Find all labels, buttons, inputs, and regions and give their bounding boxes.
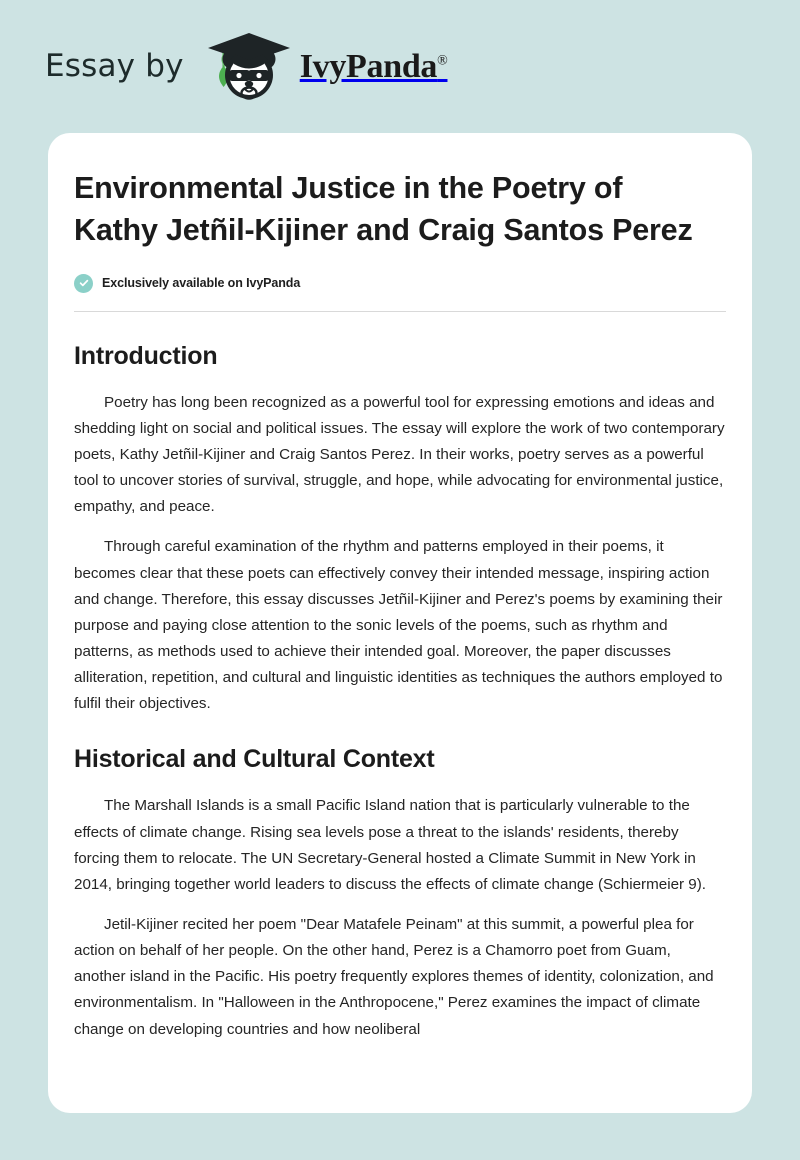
essay-by-label: Essay by xyxy=(45,48,184,84)
paragraph: Through careful examination of the rhythm and patterns employed in their poems, it becomes clear that these poets can effectively convey their intended message, inspiring action and change. Therefore, this essay discusses Jetñil-Kijiner and Perez's poems by examining their purpose and paying close attention to the sonic levels of the poems, such as rhythm and patterns, as methods used to achieve their intended goal. Moreover, the paper discusses alliteration, repetition, and cultural and linguistic identities as techniques the authors employed to fulfil their objectives. xyxy=(74,538,723,713)
page-title: Environmental Justice in the Poetry of Kathy Jetñil-Kijiner and Craig Santos Perez xyxy=(74,171,693,248)
essay-paper-card xyxy=(48,133,752,1113)
paragraph: The Marshall Islands is a small Pacific Island nation that is particularly vulnerable to the effects of climate change. Rising sea levels pose a threat to the islands' residents, thereby forcing them to relocate. The UN Secretary-General hosted a Climate Summit in New York in 2014, bringing together world leaders to discuss the effects of climate change (Schiermeier 9). xyxy=(74,797,707,893)
section-heading-historical-and-cultural-context: Historical and Cultural Context xyxy=(74,745,435,774)
section-heading-introduction: Introduction xyxy=(74,341,218,370)
brand-name-text: IvyPanda xyxy=(299,47,438,85)
ivypanda-panda-graduate-logo-icon xyxy=(202,31,294,103)
ivypanda-wordmark xyxy=(299,47,448,85)
check-circle-icon xyxy=(74,274,93,293)
registered-trademark-symbol: ® xyxy=(437,53,448,69)
graduation-cap-icon xyxy=(208,33,290,69)
title-divider xyxy=(74,311,726,312)
page-header xyxy=(0,0,800,133)
ivypanda-logo-link[interactable] xyxy=(202,31,448,103)
availability-badge xyxy=(74,274,726,293)
paragraph: Jetil-Kijiner recited her poem "Dear Matafele Peinam" at this summit, a powerful plea for action on behalf of her people. On the other hand, Perez is a Chamorro poet from Guam, another island in the Pacific. His poetry frequently explores themes of identity, colonization, and environmentalism. In "Halloween in the Anthropocene," Perez examines the impact of climate change on developing countries and how neoliberal xyxy=(74,916,714,1038)
availability-label: Exclusively available on IvyPanda xyxy=(102,276,301,291)
paragraph: Poetry has long been recognized as a powerful tool for expressing emotions and ideas and shedding light on social and political issues. The essay will explore the work of two contemporary poets, Kathy Jetñil-Kijiner and Craig Santos Perez. In their works, poetry serves as a powerful tool to uncover stories of survival, struggle, and hope, while advocating for environmental justice, empathy, and peace. xyxy=(74,393,725,516)
